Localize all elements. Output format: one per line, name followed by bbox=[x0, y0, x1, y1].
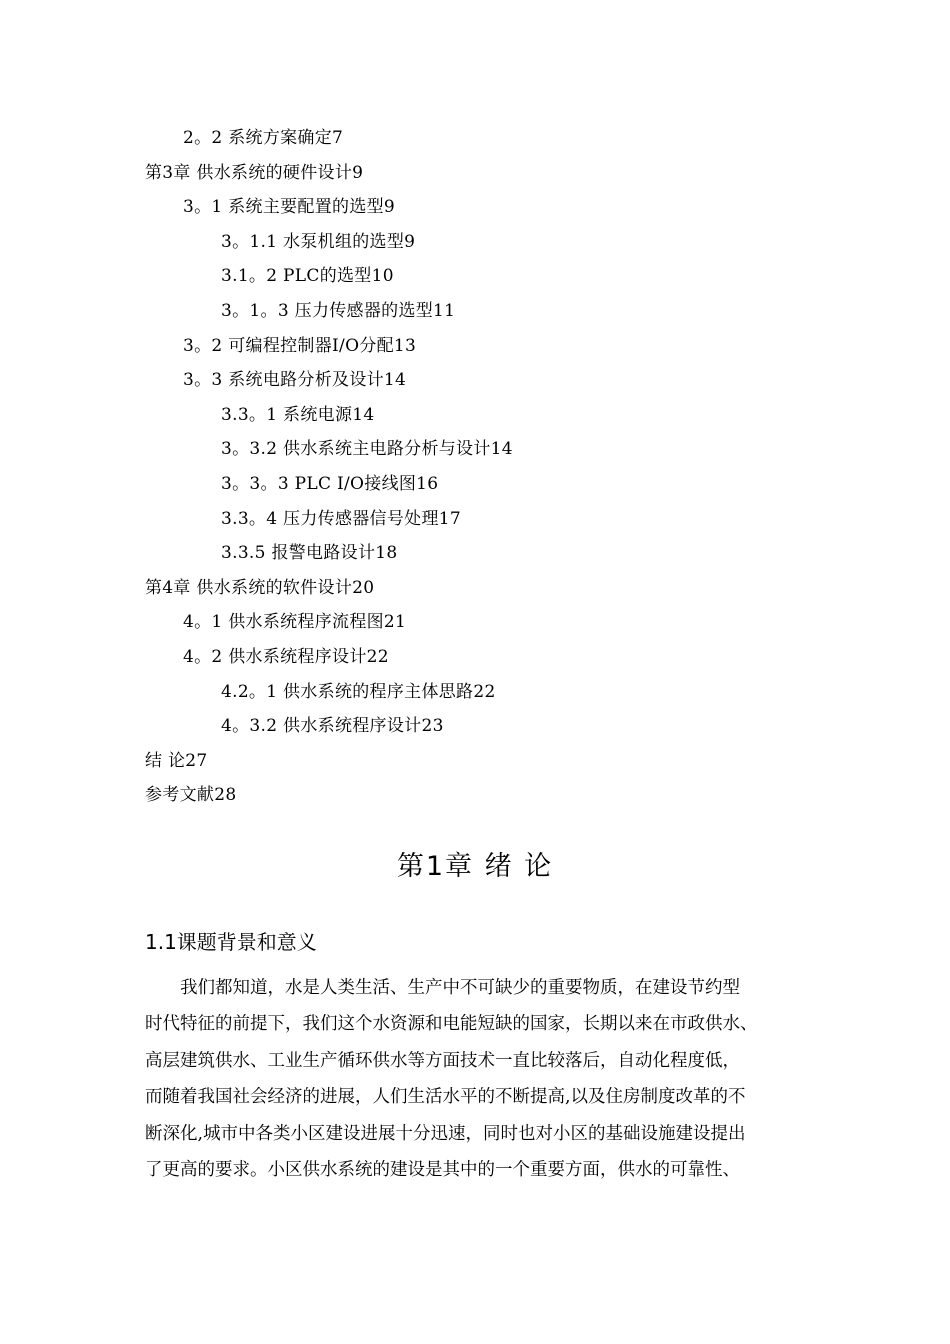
toc-entry: 2。2 系统方案确定7 bbox=[183, 128, 344, 148]
toc-entry: 3.3。1 系统电源14 bbox=[221, 404, 375, 425]
toc-entry: 4。3.2 供水系统程序设计23 bbox=[221, 716, 444, 737]
paragraph-line: 了更高的要求。小区供水系统的建设是其中的一个重要方面，供水的可靠性、 bbox=[145, 1160, 740, 1180]
toc-entry: 3。1 系统主要配置的选型9 bbox=[183, 197, 396, 218]
chapter-title: 第1章 绪 论 bbox=[396, 851, 554, 882]
toc-entry: 3.3。4 压力传感器信号处理17 bbox=[221, 508, 461, 529]
paragraph-line: 断深化,城市中各类小区建设进展十分迅速，同时也对小区的基础设施建设提出 bbox=[145, 1123, 746, 1144]
toc-entry: 第4章 供水系统的软件设计20 bbox=[145, 577, 375, 598]
paragraph-line: 时代特征的前提下，我们这个水资源和电能短缺的国家，长期以来在市政供水、 bbox=[145, 1014, 758, 1035]
toc-entry: 4。2 供水系统程序设计22 bbox=[183, 647, 389, 667]
paragraph-line: 而随着我国社会经济的进展，人们生活水平的不断提高,以及住房制度改革的不 bbox=[145, 1087, 746, 1108]
toc-entry: 3。3 系统电路分析及设计14 bbox=[183, 370, 407, 391]
section-title: 1.1课题背景和意义 bbox=[145, 930, 317, 954]
toc-entry: 3。1.1 水泵机组的选型9 bbox=[221, 231, 416, 252]
paragraph-line: 我们都知道，水是人类生活、生产中不可缺少的重要物质，在建设节约型 bbox=[145, 978, 740, 998]
toc-entry: 3。3。3 PLC I/O接线图16 bbox=[221, 474, 439, 494]
paragraph-line: 高层建筑供水、工业生产循环供水等方面技术一直比较落后，自动化程度低， bbox=[145, 1050, 740, 1071]
toc-entry: 4。1 供水系统程序流程图21 bbox=[183, 612, 407, 633]
toc-entry: 3。2 可编程控制器I/O分配13 bbox=[183, 335, 417, 356]
toc-entry: 结 论27 bbox=[145, 750, 208, 771]
toc-entry: 3.3.5 报警电路设计18 bbox=[221, 543, 398, 564]
toc-entry: 3。1。3 压力传感器的选型11 bbox=[221, 301, 456, 321]
toc-entry: 4.2。1 供水系统的程序主体思路22 bbox=[221, 681, 496, 702]
toc-entry: 参考文献28 bbox=[145, 785, 237, 806]
toc-entry: 第3章 供水系统的硬件设计9 bbox=[145, 162, 364, 183]
toc-entry: 3。3.2 供水系统主电路分析与设计14 bbox=[221, 439, 513, 460]
toc-entry: 3.1。2 PLC的选型10 bbox=[221, 266, 394, 287]
